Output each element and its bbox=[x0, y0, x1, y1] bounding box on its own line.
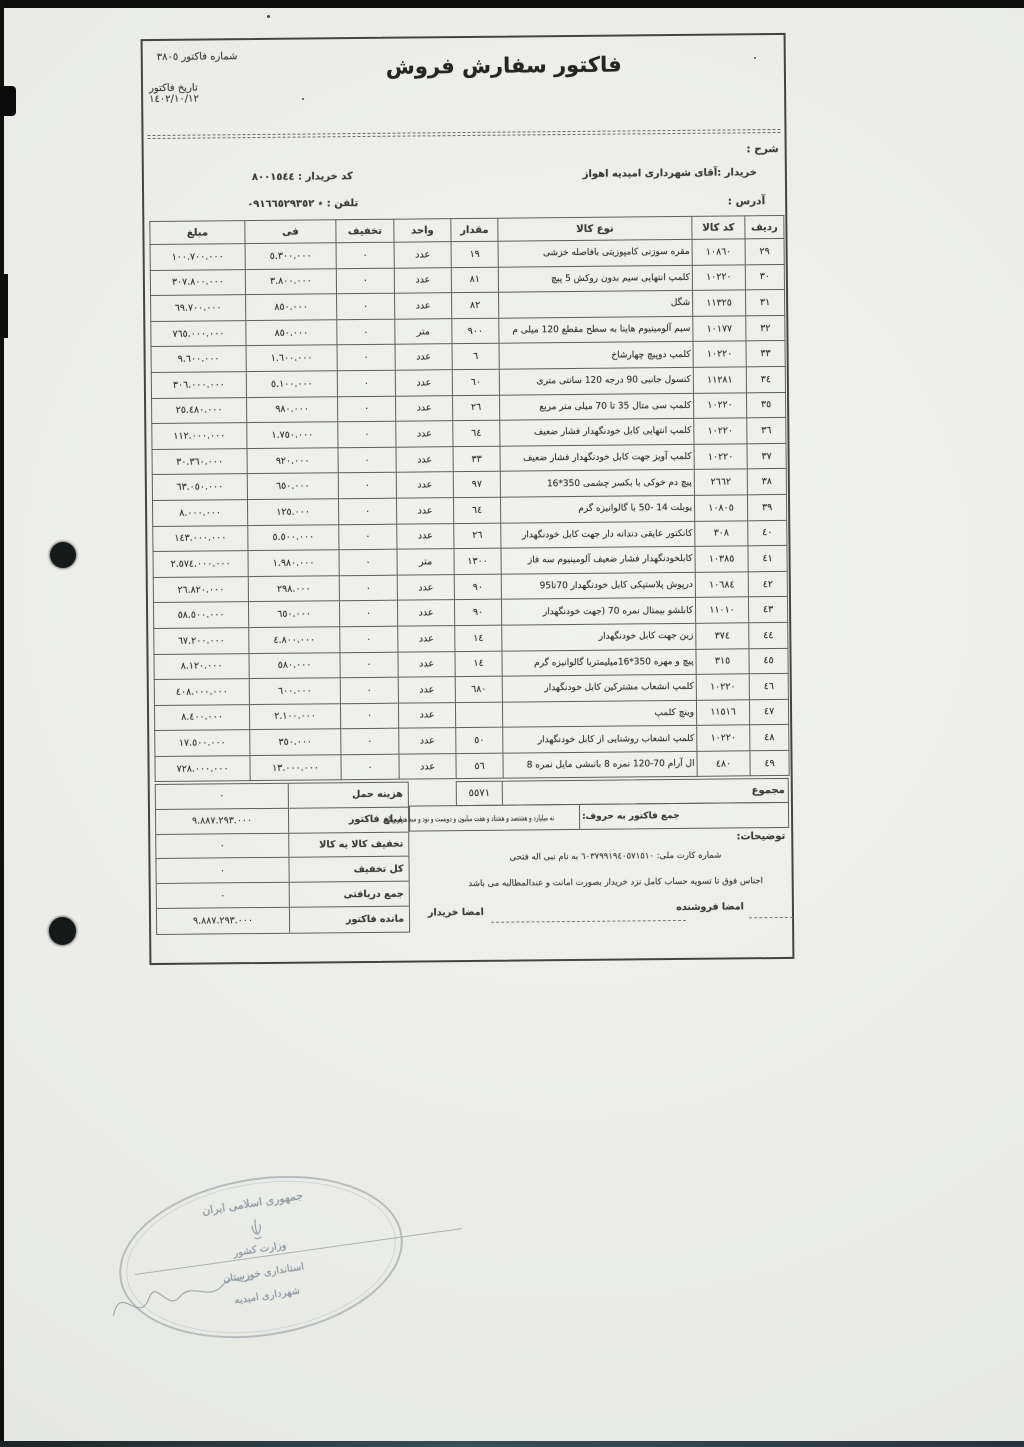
table-cell: کلمپ انشعاب روشنایی از کابل خودنگهدار bbox=[503, 726, 697, 753]
summary-value: ٩.٨٨٧.٢٩٣.٠٠٠ bbox=[157, 908, 290, 934]
summary-box bbox=[155, 782, 410, 935]
table-cell: کلمپ انتهایی سیم بدون روکش 5 پیچ bbox=[498, 265, 692, 292]
table-cell: ٠ bbox=[338, 396, 396, 422]
table-cell: ٣٢ bbox=[746, 315, 785, 341]
table-cell: ٣٠٧.٨٠٠.٠٠٠ bbox=[150, 269, 245, 296]
table-cell: ٨.٤٠٠.٠٠٠ bbox=[154, 704, 249, 731]
punch-hole bbox=[50, 542, 76, 568]
table-cell: کلمپ آویز جهت کابل خودنگهدار فشار ضعیف bbox=[500, 444, 694, 471]
scan-edge-top bbox=[0, 0, 1024, 8]
table-cell: عدد bbox=[396, 395, 453, 421]
table-cell: ٠ bbox=[338, 447, 396, 473]
table-cell: عدد bbox=[397, 600, 454, 626]
table-cell: ٥.٣٠٠.٠٠٠ bbox=[245, 243, 336, 269]
table-cell: ٣٩ bbox=[747, 494, 786, 520]
buyer-signature-label: امضا خریدار bbox=[427, 906, 484, 919]
table-cell: ٩٨٠.٠٠٠ bbox=[247, 396, 338, 422]
table-cell: زین جهت کابل خودنگهدار bbox=[502, 623, 696, 650]
divider bbox=[148, 132, 781, 139]
table-cell: ٤٥ bbox=[749, 648, 788, 674]
summary-row bbox=[156, 832, 408, 859]
buyer-name: آقای شهرداری امیدیه اهواز bbox=[582, 167, 718, 180]
table-cell: ٩.٦٠٠.٠٠٠ bbox=[151, 346, 246, 373]
table-cell: ٨.٠٠٠.٠٠٠ bbox=[152, 500, 247, 527]
table-cell: عدد bbox=[394, 242, 451, 268]
table-cell: ٣٠ bbox=[745, 264, 784, 290]
page-title: فاکتور سفارش فروش bbox=[385, 52, 622, 79]
table-cell: ٣٤ bbox=[746, 366, 785, 392]
table-cell: ١٠٢٢٠ bbox=[696, 674, 749, 700]
buyer-label: خریدار : bbox=[717, 167, 757, 179]
summary-label: جمع دریافتی bbox=[343, 888, 404, 900]
phone-label: تلفن : bbox=[323, 198, 359, 210]
table-cell: ٩٠٠ bbox=[452, 318, 499, 344]
amount-in-words-value: نه میلیارد و هشتصد و هشتاد و هفت میلیون و دویست و نود و سه هزار ریال bbox=[385, 813, 555, 824]
table-cell: عدد bbox=[396, 446, 453, 472]
table-cell: کلمپ انشعاب مشترکین کابل خودنگهدار bbox=[502, 674, 696, 701]
scan-edge-bottom bbox=[0, 1441, 1024, 1447]
total-quantity: ٥٥٧١ bbox=[457, 782, 503, 805]
table-cell: ١.٩٨٠.٠٠٠ bbox=[248, 550, 339, 576]
description-label: شرح : bbox=[746, 142, 779, 156]
table-cell: ١٩ bbox=[451, 241, 498, 267]
table-cell: ٢.٥٧٤.٠٠٠.٠٠٠ bbox=[153, 551, 248, 578]
table-cell: عدد bbox=[399, 753, 456, 779]
invoice-date-label: تاریخ فاکتور bbox=[148, 82, 198, 95]
table-cell: ٦٤ bbox=[453, 497, 500, 523]
table-cell: وینچ کلمپ bbox=[502, 700, 696, 727]
column-header: تخفیف bbox=[336, 219, 394, 243]
table-cell: عدد bbox=[397, 574, 454, 600]
table-cell: عدد bbox=[398, 626, 455, 652]
column-header: کد کالا bbox=[692, 216, 745, 240]
scan-edge-blob bbox=[0, 274, 8, 338]
summary-value: ٩.٨٨٧.٢٩٣.٠٠٠ bbox=[156, 809, 289, 834]
table-cell: ٠ bbox=[339, 549, 397, 575]
table-cell: کانکتور عایقی دندانه دار جهت کابل خودنگهدار bbox=[501, 521, 695, 548]
table-cell: ٤.٨٠٠.٠٠٠ bbox=[249, 627, 340, 653]
table-cell: ١٠٨٦٠ bbox=[692, 239, 745, 265]
table-cell: ٣.٨٠٠.٠٠٠ bbox=[245, 268, 336, 294]
table-cell: ٢٥.٤٨٠.٠٠٠ bbox=[152, 397, 247, 424]
table-cell: ١٠٢٢٠ bbox=[693, 392, 746, 418]
scan-edge-left bbox=[0, 0, 4, 1447]
table-cell: ٠ bbox=[337, 293, 395, 319]
stamp-municipality-text: شهرداری امیدیه bbox=[233, 1285, 301, 1307]
table-cell: عدد bbox=[396, 421, 453, 447]
items-body bbox=[150, 238, 789, 782]
divider bbox=[579, 805, 580, 829]
table-cell: شگل bbox=[499, 291, 693, 318]
table-cell: ١.٦٠٠.٠٠٠ bbox=[246, 345, 337, 371]
table-cell bbox=[455, 702, 502, 728]
table-cell: عدد bbox=[397, 523, 454, 549]
table-cell: ٥.١٠٠.٠٠٠ bbox=[246, 371, 337, 397]
table-cell: ٠ bbox=[340, 652, 398, 678]
table-cell: ٣٥ bbox=[746, 392, 785, 418]
summary-label: مبلغ فاکتور bbox=[348, 813, 404, 826]
summary-row bbox=[156, 783, 408, 810]
table-cell: ٦٧.٢٠٠.٠٠٠ bbox=[154, 628, 249, 655]
table-cell: ال آرام 70-120 نمره 8 بانبشی مایل نمره 8 bbox=[503, 751, 697, 778]
invoice-date-line bbox=[149, 82, 245, 105]
table-cell: ١٧.٥٠٠.٠٠٠ bbox=[155, 730, 250, 757]
column-header: نوع کالا bbox=[498, 216, 692, 241]
table-cell: پیچ و مهره 350*16میلیمتربا گالوانیزه گرم bbox=[502, 649, 696, 676]
table-cell: ١٣.٠٠٠.٠٠٠ bbox=[250, 755, 341, 781]
table-cell: ٤٨ bbox=[750, 725, 789, 751]
table-cell: ٠ bbox=[341, 728, 399, 754]
summary-row bbox=[156, 857, 408, 884]
table-cell: ٤٧ bbox=[749, 699, 788, 725]
table-cell: ٥٨٠.٠٠٠ bbox=[249, 652, 340, 678]
table-cell: ٣١٥ bbox=[696, 648, 749, 674]
table-cell: ٢٩٨.٠٠٠ bbox=[248, 575, 339, 601]
table-cell: کلمپ انتهایی کابل خودنگهدار فشار ضعیف bbox=[500, 418, 694, 445]
column-header: ردیف bbox=[745, 215, 784, 238]
table-cell: ٠ bbox=[341, 754, 399, 780]
table-cell: ٢٦ bbox=[454, 523, 501, 549]
table-cell: ٨.١٢٠.٠٠٠ bbox=[154, 653, 249, 680]
table-cell: ٥٨.٥٠٠.٠٠٠ bbox=[153, 602, 248, 629]
table-cell: ٣٠.٣٦٠.٠٠٠ bbox=[152, 448, 247, 475]
table-cell: کابلخودنگهدار فشار ضعیف آلومینیوم سه فاز bbox=[501, 546, 695, 573]
summary-row bbox=[156, 807, 408, 834]
summary-label: هزینه حمل bbox=[352, 789, 403, 801]
summary-row bbox=[157, 907, 409, 934]
table-cell: ٢٩ bbox=[745, 238, 784, 264]
table-cell: ٦٨٠ bbox=[455, 676, 502, 702]
stamp-country-text: جمهوری اسلامی ایران bbox=[201, 1188, 304, 1218]
table-cell: ١٠٨٠٥ bbox=[694, 495, 747, 521]
table-cell: ٦ bbox=[452, 344, 499, 370]
summary-value: ٠ bbox=[156, 833, 289, 858]
table-cell: ٩٠ bbox=[454, 574, 501, 600]
table-cell: ١٠٢٢٠ bbox=[694, 444, 747, 470]
table-cell: ٣٨ bbox=[747, 469, 786, 495]
table-cell: ١٢٥.٠٠٠ bbox=[247, 499, 338, 525]
table-cell: ٣١ bbox=[746, 290, 785, 316]
table-cell: ٦٠٠.٠٠٠ bbox=[249, 678, 340, 704]
invoice-form bbox=[141, 33, 795, 965]
table-cell: متر bbox=[395, 318, 452, 344]
summary-label: کل تخفیف bbox=[353, 863, 404, 875]
phone-line bbox=[247, 198, 358, 210]
table-cell: ٤٠ bbox=[748, 520, 787, 546]
items-table bbox=[149, 215, 789, 783]
table-cell: ٣٠٨ bbox=[695, 520, 748, 546]
table-cell: ٩٧ bbox=[453, 472, 500, 498]
table-cell: ٨٢ bbox=[452, 292, 499, 318]
column-header: مبلغ bbox=[150, 221, 245, 245]
summary-label: تخفیف کالا به کالا bbox=[319, 838, 404, 851]
table-cell: مقره سوزنی کامپوزیتی بافاصله خزشی bbox=[498, 239, 692, 266]
table-cell: ٣٣ bbox=[453, 446, 500, 472]
table-cell: ٤١ bbox=[748, 546, 787, 572]
table-cell: ٠ bbox=[337, 319, 395, 345]
invoice-date-value: ١٤٠٢/١٠/١٢ bbox=[149, 93, 199, 106]
table-cell: ١٤ bbox=[455, 625, 502, 651]
buyer-code-label: کد خریدار : bbox=[294, 171, 353, 183]
table-cell: ١٠٢٢٠ bbox=[697, 725, 750, 751]
summary-row bbox=[157, 882, 409, 909]
table-cell: ٩٠ bbox=[454, 599, 501, 625]
table-cell: عدد bbox=[399, 728, 456, 754]
table-cell: ١١٢.٠٠٠.٠٠٠ bbox=[152, 423, 247, 450]
table-cell: ٧٦٥.٠٠٠.٠٠٠ bbox=[151, 320, 246, 347]
table-cell: ٠ bbox=[338, 421, 396, 447]
table-cell: عدد bbox=[395, 293, 452, 319]
table-cell: عدد bbox=[398, 651, 455, 677]
table-cell: ٤٠٨.٠٠٠.٠٠٠ bbox=[154, 679, 249, 706]
table-cell: ١.٧٥٠.٠٠٠ bbox=[247, 422, 338, 448]
column-header: فی bbox=[245, 220, 336, 244]
buyer-code-value: ٨٠٠١٥٤٤ bbox=[251, 171, 295, 184]
table-cell: ٠ bbox=[337, 345, 395, 371]
summary-value: ٠ bbox=[156, 858, 289, 883]
table-cell: ٠ bbox=[339, 524, 397, 550]
table-cell: ٤٤ bbox=[749, 622, 788, 648]
items-table-wrap bbox=[149, 215, 788, 783]
summary-label: مانده فاکتور bbox=[345, 913, 405, 926]
amount-in-words-label: جمع فاکتور به حروف: bbox=[582, 810, 680, 822]
amount-in-words-row bbox=[385, 802, 789, 832]
table-cell: کنسول جانبی 90 درجه 120 سانتی متری bbox=[499, 367, 693, 394]
table-cell: ٣٧٤ bbox=[696, 623, 749, 649]
table-cell: ٠ bbox=[340, 626, 398, 652]
table-cell: ٣٣ bbox=[746, 341, 785, 367]
invoice-number-value: ٣٨٠٥ bbox=[156, 51, 179, 63]
table-cell: ٦٩.٧٠٠.٠٠٠ bbox=[151, 295, 246, 322]
table-cell: ١٠١٧٧ bbox=[693, 316, 746, 342]
table-cell: کلمپ سی متال 35 تا 70 میلی متر مربع bbox=[500, 393, 694, 420]
table-cell: ٠ bbox=[338, 473, 396, 499]
table-cell: ٨١ bbox=[451, 267, 498, 293]
table-cell: ٢.١٠٠.٠٠٠ bbox=[249, 703, 340, 729]
table-cell: ١٠٢٢٠ bbox=[692, 264, 745, 290]
table-cell: کابلشو بیمتال نمره 70 (جهت خودنگهدار bbox=[501, 598, 695, 625]
table-cell: پیچ دم خوکی با بکسر چشمی 350*16 bbox=[500, 470, 694, 497]
table-cell: ٤٣ bbox=[748, 597, 787, 623]
table-cell: ١٠٢٢٠ bbox=[693, 341, 746, 367]
scan-speck bbox=[267, 15, 270, 18]
summary-value: ٠ bbox=[157, 883, 290, 908]
table-cell: ٢٦ bbox=[453, 395, 500, 421]
signature-line bbox=[491, 920, 686, 923]
invoice-number-label: شماره فاکتور bbox=[181, 51, 238, 63]
table-cell: ٦٥٠.٠٠٠ bbox=[247, 473, 338, 499]
note-line: شماره کارت ملی: ٦٠٣٧٩٩١٩٤٠٥٧١٥١٠ به نام نبی اله فتحی bbox=[509, 850, 722, 863]
buyer-line bbox=[583, 167, 757, 180]
buyer-code-line bbox=[252, 171, 353, 183]
table-cell: ٤٩ bbox=[750, 750, 789, 776]
table-cell: ٠ bbox=[339, 575, 397, 601]
address-label: آدرس : bbox=[727, 195, 766, 208]
table-cell: متر bbox=[397, 549, 454, 575]
total-label: مجموع bbox=[751, 784, 785, 797]
table-cell: ٠ bbox=[336, 242, 394, 268]
table-cell: ٣٥٠.٠٠٠ bbox=[250, 729, 341, 755]
table-cell: یوبلت 14 -50 با گالوانیزه گرم bbox=[500, 495, 694, 522]
table-cell: ٧٢٨.٠٠٠.٠٠٠ bbox=[155, 755, 250, 782]
notes-label: توضیحات: bbox=[736, 830, 786, 843]
table-cell: عدد bbox=[395, 370, 452, 396]
table-cell: ١١٠١٠ bbox=[695, 597, 748, 623]
table-cell: ٠ bbox=[336, 268, 394, 294]
table-cell: عدد bbox=[394, 267, 451, 293]
table-cell: ٤٨٠ bbox=[697, 751, 750, 777]
table-cell: ٣٠٦.٠٠٠.٠٠٠ bbox=[151, 372, 246, 399]
table-row bbox=[155, 750, 789, 782]
table-cell: ١٠٠.٧٠٠.٠٠٠ bbox=[150, 244, 245, 271]
table-cell: کلمپ دوپیچ چهارشاخ bbox=[499, 342, 693, 369]
table-cell: ٣٦ bbox=[747, 418, 786, 444]
table-cell: ١٠٢٢٠ bbox=[694, 418, 747, 444]
table-cell: ٦٠ bbox=[452, 369, 499, 395]
column-header: واحد bbox=[394, 219, 451, 243]
table-cell: عدد bbox=[395, 344, 452, 370]
table-cell: ١١٥١٦ bbox=[696, 699, 749, 725]
invoice-number-line bbox=[157, 51, 241, 63]
table-cell: عدد bbox=[396, 472, 453, 498]
phone-value: ٭ ٠٩١٦٦٥٢٩٣٥٢ bbox=[247, 198, 324, 211]
table-cell: ٠ bbox=[339, 600, 397, 626]
table-cell: ١٤ bbox=[455, 651, 502, 677]
table-cell: ٦٤ bbox=[453, 420, 500, 446]
table-cell: ٢٦٦٢ bbox=[694, 469, 747, 495]
table-cell: ٥٠ bbox=[456, 727, 503, 753]
table-cell: ٠ bbox=[340, 677, 398, 703]
signature-line bbox=[749, 917, 793, 918]
table-cell: ٩٢٠.٠٠٠ bbox=[247, 447, 338, 473]
table-cell: ١٣٠٠ bbox=[454, 548, 501, 574]
table-cell: ٣٧ bbox=[747, 443, 786, 469]
table-cell: ٨٥٠.٠٠٠ bbox=[246, 320, 337, 346]
table-cell: عدد bbox=[398, 702, 455, 728]
table-cell: ٤٢ bbox=[748, 571, 787, 597]
scan-edge-blob bbox=[0, 86, 16, 116]
table-cell: ١٤٣.٠٠٠.٠٠٠ bbox=[153, 525, 248, 552]
table-cell: درپوش پلاستیکی کابل خودنگهدار 70تا95 bbox=[501, 572, 695, 599]
table-cell: ٦٥٠.٠٠٠ bbox=[248, 601, 339, 627]
table-cell: ٠ bbox=[340, 703, 398, 729]
table-cell: ٨٥٠.٠٠٠ bbox=[246, 294, 337, 320]
column-header: مقدار bbox=[451, 218, 498, 241]
table-cell: ٢٦.٨٢٠.٠٠٠ bbox=[153, 576, 248, 603]
summary-value: ٠ bbox=[156, 784, 289, 809]
table-cell: ٤٦ bbox=[749, 674, 788, 700]
table-cell: عدد bbox=[396, 498, 453, 524]
note-line: اجناس فوق تا تسویه حساب کامل نزد خریدار بصورت امانت و عندالمطالبه می باشد bbox=[468, 876, 764, 890]
table-cell: ١١٣٢٥ bbox=[693, 290, 746, 316]
punch-hole bbox=[49, 917, 76, 945]
table-cell: ١٠٦٨٤ bbox=[695, 572, 748, 598]
table-cell: ٦٣.٠٥٠.٠٠٠ bbox=[152, 474, 247, 501]
table-cell: سیم آلومینیوم هاینا به سطح مقطع 120 میلی م bbox=[499, 316, 693, 343]
table-cell: ٠ bbox=[338, 498, 396, 524]
table-cell: ١١٢٨١ bbox=[693, 367, 746, 393]
table-cell: عدد bbox=[398, 677, 455, 703]
table-cell: ٥.٥٠٠.٠٠٠ bbox=[248, 524, 339, 550]
table-cell: ٠ bbox=[337, 370, 395, 396]
stamp-governorate-text: استانداری خوزستان bbox=[222, 1261, 305, 1286]
table-cell: ١٠٣٨٥ bbox=[695, 546, 748, 572]
table-cell: ٥٦ bbox=[456, 753, 503, 779]
seller-signature-label: امضا فروشنده bbox=[676, 901, 744, 914]
stamp-ministry-text: وزارت کشور bbox=[232, 1239, 288, 1260]
